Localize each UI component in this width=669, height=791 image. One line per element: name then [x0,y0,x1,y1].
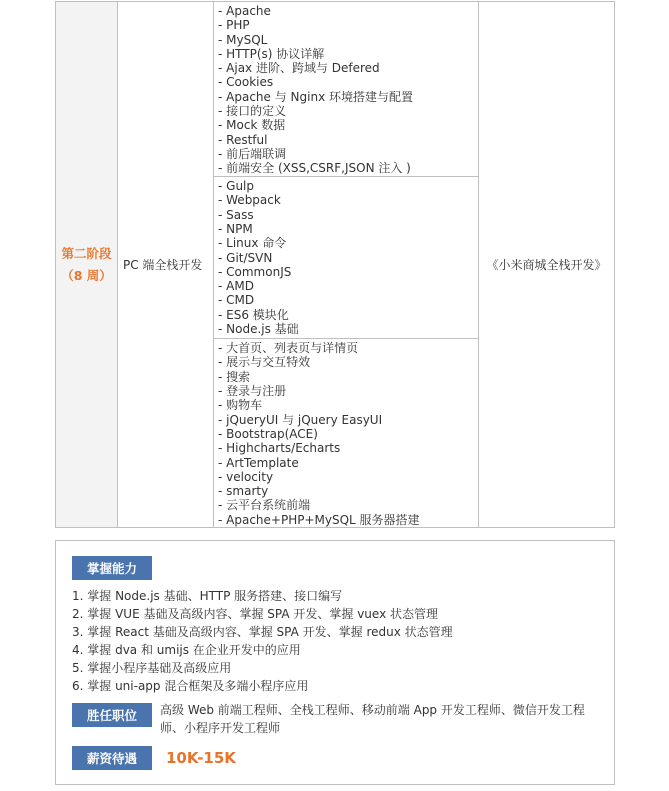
topic-item: - 大首页、列表页与详情页 [218,341,359,356]
topic-item: - 前端安全 (XSS,CSRF,JSON 注入 ) [218,161,411,176]
stage-name: 第二阶段 [61,245,112,261]
topic-item: - 接口的定义 [218,104,287,119]
topic-item: - PHP [218,18,250,33]
topic-group-backend [214,2,478,177]
topics-column [214,2,479,527]
stage-duration: （8 周） [61,267,112,283]
position-label: 胜任职位 [72,703,152,727]
topic-item: - 云平台系统前端 [218,498,311,513]
topic-item: - Cookies [218,75,274,90]
salary-label: 薪资待遇 [72,746,152,770]
topic-item: - Sass [218,207,254,222]
topic-item: - 登录与注册 [218,384,287,399]
topic-item: - Highcharts/Echarts [218,441,341,456]
topic-item: - ES6 模块化 [218,307,289,322]
stage-title-cell [118,2,214,527]
ability-item: 5. 掌握小程序基础及高级应用 [72,661,232,675]
topic-item: - 购物车 [218,398,263,413]
topic-item: - Linux 命令 [218,236,287,251]
topic-item: - 展示与交互特效 [218,355,311,370]
stage-table [55,1,615,528]
salary-value: 10K-15K [166,749,236,767]
topic-item: - Restful [218,132,268,147]
ability-item: 1. 掌握 Node.js 基础、HTTP 服务搭建、接口编写 [72,589,343,603]
topic-item: - smarty [218,484,269,499]
ability-item: 6. 掌握 uni-app 混合框架及多端小程序应用 [72,679,309,693]
topic-item: - HTTP(s) 协议详解 [218,46,325,61]
topic-item: - 搜索 [218,369,251,384]
topic-group-project [214,339,478,527]
stage-name-cell [56,2,118,527]
topic-item: - velocity [218,469,274,484]
topic-item: - Mock 数据 [218,118,286,133]
stage-title: PC 端全栈开发 [123,258,203,272]
summary-box [55,540,615,785]
topic-item: - Bootstrap(ACE) [218,426,318,441]
ability-item: 4. 掌握 dva 和 umijs 在企业开发中的应用 [72,643,301,657]
ability-item: 3. 掌握 React 基础及高级内容、掌握 SPA 开发、掌握 redux 状态管理 [72,625,453,639]
topic-item: - AMD [218,279,254,294]
topic-item: - CommonJS [218,264,292,279]
topic-group-tooling [214,177,478,339]
topic-item: - Gulp [218,179,254,194]
topic-item: - CMD [218,293,255,308]
ability-label: 掌握能力 [72,556,152,580]
project-cell [479,2,614,527]
topic-item: - Apache+PHP+MySQL 服务器搭建 [218,512,420,527]
topic-item: - Ajax 进阶、跨域与 Defered [218,61,380,76]
topic-item: - ArtTemplate [218,455,299,470]
positions-text: 高级 Web 前端工程师、全栈工程师、移动前端 App 开发工程师、微信开发工程师、小程序开发工程师 [160,703,585,735]
project-title: 《小米商城全栈开发》 [486,258,607,272]
topic-item: - Node.js 基础 [218,322,299,336]
topic-item: - Webpack [218,193,281,208]
topic-item: - NPM [218,221,253,236]
ability-list [72,587,453,695]
topic-item: - MySQL [218,32,268,47]
topic-item: - jQueryUI 与 jQuery EasyUI [218,412,383,427]
topic-item: - Apache 与 Nginx 环境搭建与配置 [218,89,413,104]
topic-item: - Git/SVN [218,250,273,265]
ability-item: 2. 掌握 VUE 基础及高级内容、掌握 SPA 开发、掌握 vuex 状态管理 [72,607,439,621]
topic-item: - Apache [218,4,271,18]
topic-item: - 前后端联调 [218,146,287,161]
